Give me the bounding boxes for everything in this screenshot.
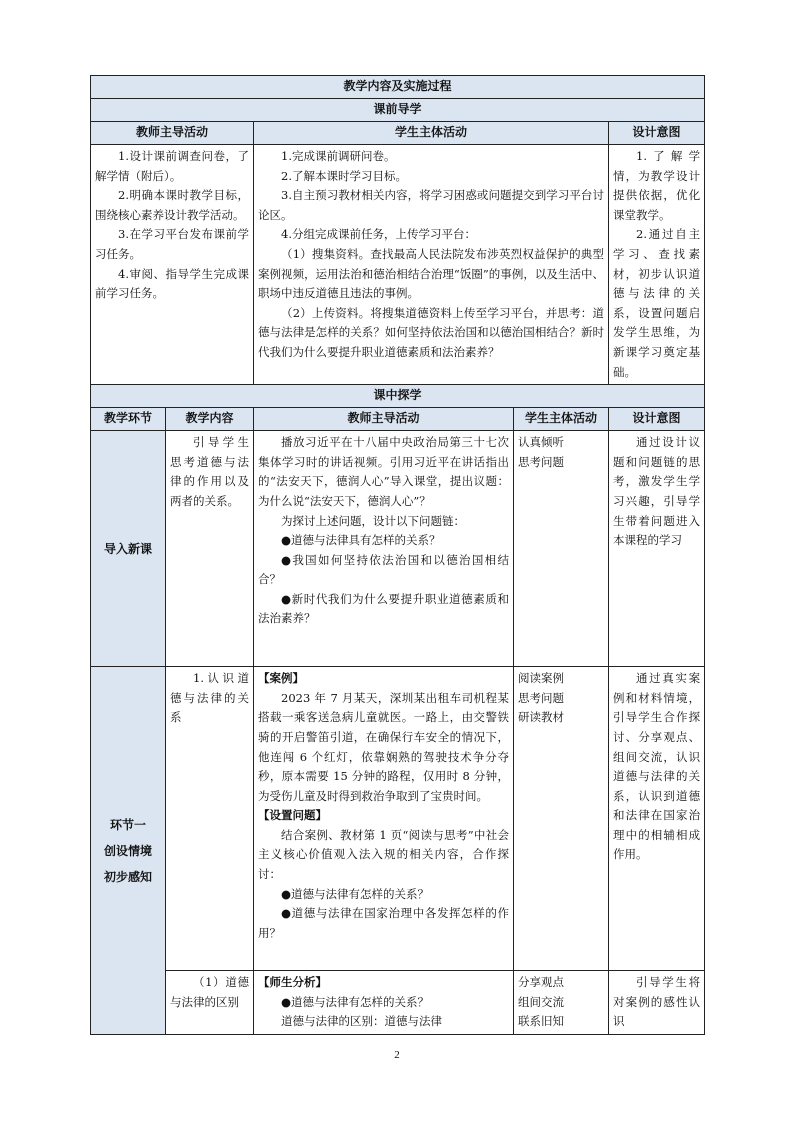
page-number: 2 — [394, 1049, 400, 1061]
stage-one-line: 环节一 — [109, 817, 146, 832]
case-text: 2023 年 7 月某天，深圳某出租车司机程某搭载一乘客送急病儿童就医。一路上，由交警铁骑的开启警笛引道，在确保行车安全的情况下，他连闯 6 个红灯，依靠娴熟的驾驶技术争分夺秒，原本需要 15 分钟的路程，仅用时 8 分钟，为受伤儿童及时得到救治争取到了宝贵时间。 — [258, 690, 509, 803]
pre-teacher-item: 3.在学习平台发布课前学习任务。 — [95, 227, 249, 261]
in-col-stage: 教学环节 — [91, 408, 166, 431]
content-text: （1）道德与法律的区别 — [170, 975, 249, 1009]
pre-teacher-cell — [91, 145, 254, 385]
pre-design-item: 2.通过自主学习、查找素材，初步认识道德与法律的关系，设置问题启发学生思维，为新课学习奠定基础。 — [613, 227, 701, 379]
student-text: 分享观点 组间交流 联系旧知 — [518, 975, 564, 1029]
pre-design-item: 1.了解学情，为教学设计提供依据，优化课堂教学。 — [613, 149, 701, 222]
stage-one-line: 初步感知 — [103, 869, 152, 884]
teacher-activity-cell — [254, 971, 514, 1035]
analysis-tag: 【师生分析】 — [258, 975, 327, 990]
table-row — [91, 971, 705, 1035]
in-col-design: 设计意图 — [609, 408, 705, 431]
section-title: 教学内容及实施过程 — [91, 76, 705, 99]
teacher-activity-cell — [254, 667, 514, 971]
teacher-text: 播放习近平在十八届中央政治局第三十七次集体学习时的讲话视频。引用习近平在讲话指出的“法安天下，德润人心”导入课堂，提出议题：为什么说“法安天下，德润人心”？ — [258, 435, 509, 508]
question-item: ●道德与法律具有怎样的关系？ — [281, 533, 441, 548]
pre-student-item: 3.自主预习教材相关内容，将学习困惑或问题提交到学习平台讨论区。 — [258, 188, 604, 222]
in-col-student: 学生主体活动 — [514, 408, 609, 431]
design-text: 通过真实案例和材料情境，引导学生合作探讨、分享观点、组间交流，认识道德与法律的关系，认识到道德和法律在国家治理中的相辅相成作用。 — [613, 671, 701, 862]
case-tag: 【案例】 — [258, 671, 304, 686]
table-row — [91, 667, 705, 971]
pre-teacher-item: 1.设计课前调查问卷，了解学情（附后）。 — [95, 149, 249, 183]
question-item: ●道德与法律有怎样的关系？ — [281, 886, 430, 901]
pre-student-item: （1）搜集资料。查找最高人民法院发布涉英烈权益保护的典型案例视频，运用法治和德治相结合治理“饭圈”的事例，以及生活中、职场中违反道德且违法的事例。 — [258, 246, 604, 301]
question-tag: 【设置问题】 — [258, 808, 327, 823]
student-activity-cell — [514, 431, 609, 667]
in-col-content: 教学内容 — [166, 408, 254, 431]
pre-col-student: 学生主体活动 — [254, 122, 609, 145]
design-cell — [609, 431, 705, 667]
pre-col-teacher: 教师主导活动 — [91, 122, 254, 145]
student-activity-cell — [514, 667, 609, 971]
stage-intro: 导入新课 — [91, 431, 166, 667]
question-item: ●我国如何坚持依法治国和以德治国相结合？ — [258, 552, 509, 587]
pre-teacher-item: 2.明确本课时教学目标，围绕核心素养设计教学活动。 — [95, 188, 249, 222]
pre-student-item: 1.完成课前调研问卷。 — [281, 149, 396, 163]
content-text: 1.认识道德与法律的关系 — [170, 671, 249, 725]
design-cell — [609, 971, 705, 1035]
pre-teacher-item: 4.审阅、指导学生完成课前学习任务。 — [95, 266, 249, 301]
student-text: 认真倾听 思考问题 — [518, 435, 564, 469]
pre-student-item: （2）上传资料。将搜集道德资料上传至学习平台，并思考：道德与法律是怎样的关系？如何坚持依法治国和以德治国相结合？新时代我们为什么要提升职业道德素质和法治素养？ — [258, 305, 604, 359]
design-cell — [609, 667, 705, 971]
content-text: 引导学生思考道德与法律的作用以及两者的关系。 — [170, 435, 249, 508]
stage-one — [91, 667, 166, 1035]
content-cell — [166, 431, 254, 667]
lesson-plan-table — [90, 75, 705, 1035]
design-text: 通过设计议题和问题链的思考，激发学生学习兴趣，引导学生带着问题进入本课程的学习 — [613, 435, 701, 548]
pre-class-header: 课前导学 — [91, 99, 705, 122]
pre-col-design: 设计意图 — [609, 122, 705, 145]
pre-student-item: 4.分组完成课前任务，上传学习平台： — [281, 227, 476, 242]
teacher-activity-cell — [254, 431, 514, 667]
pre-student-item: 2.了解本课时学习目标。 — [281, 168, 407, 183]
student-text: 阅读案例 思考问题 研读教材 — [518, 671, 564, 725]
content-cell — [166, 667, 254, 971]
stage-one-line: 创设情境 — [103, 843, 152, 858]
teacher-text: 道德与法律的区别：道德与法律 — [281, 1014, 442, 1029]
lesson-plan-document — [90, 75, 704, 1035]
table-row — [91, 431, 705, 667]
in-class-header: 课中探学 — [91, 385, 705, 408]
pre-student-cell — [254, 145, 609, 385]
student-activity-cell — [514, 971, 609, 1035]
question-intro: 结合案例、教材第 1 页“阅读与思考”中社会主义核心价值观入法入规的相关内容，合作探讨： — [258, 827, 509, 882]
question-item: ●新时代我们为什么要提升职业道德素质和法治素养？ — [258, 591, 509, 626]
content-cell — [166, 971, 254, 1035]
question-item: ●道德与法律在国家治理中各发挥怎样的作用？ — [258, 906, 509, 940]
teacher-text: 为探讨上述问题，设计以下问题链： — [281, 513, 465, 528]
question-item: ●道德与法律有怎样的关系？ — [281, 994, 430, 1009]
pre-design-cell — [609, 145, 705, 385]
design-text: 引导学生将对案例的感性认识 — [613, 975, 701, 1029]
in-col-teacher: 教师主导活动 — [254, 408, 514, 431]
